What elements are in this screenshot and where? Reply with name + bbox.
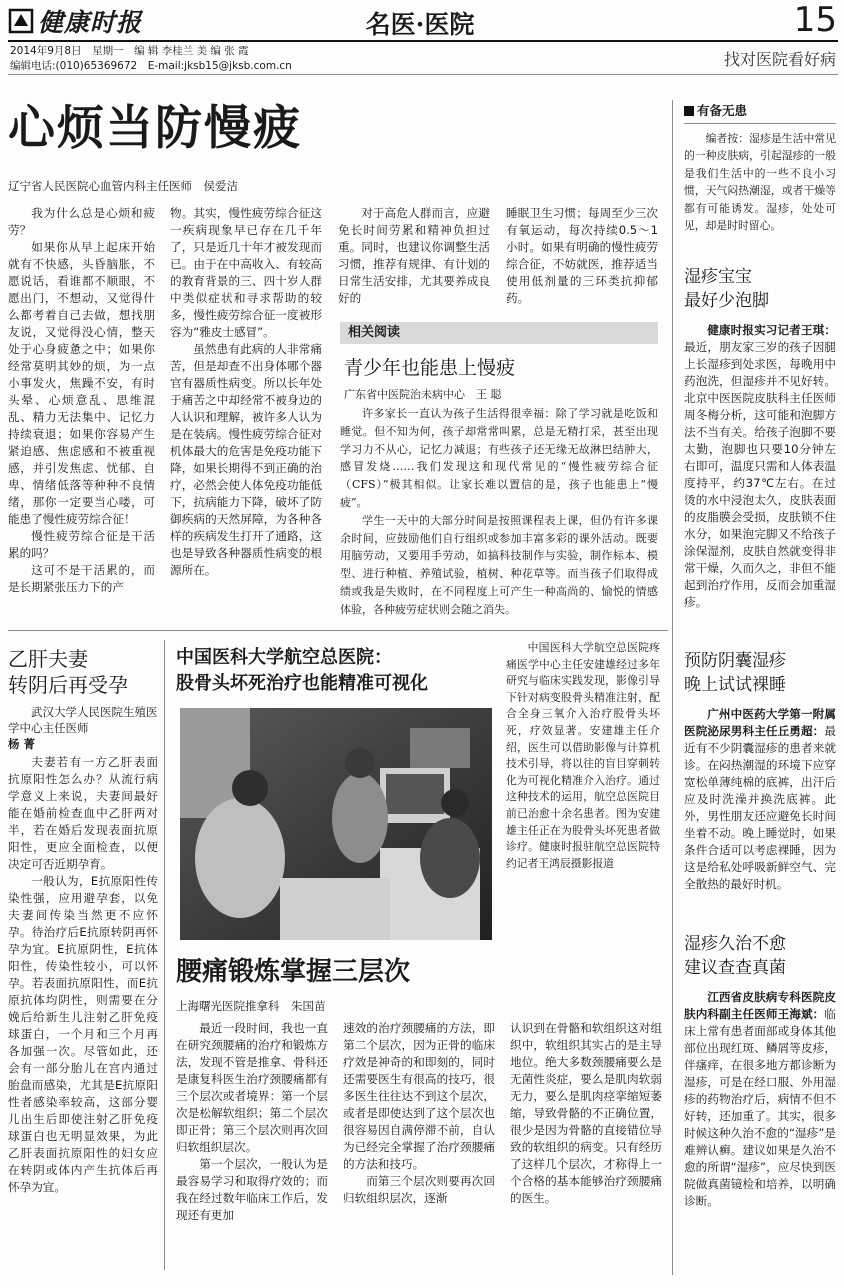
editor-note-text: 编者按：湿疹是生活中常见的一种皮肤病，引起湿疹的一般是我们生活中的一些不良小习惯，天气闷热潮湿，或者干燥等都有可能诱发。湿疹，处处可见，却是时时留心。 (684, 132, 836, 233)
hepatitis-title-1: 乙肝夫妻 (8, 647, 88, 671)
hospital-paragraph: 中国医科大学航空总医院疼痛医学中心主任安建雄经过多年研究与临床实践发现，影像引导下针对病变股骨头精准注射，配合全身三氧介入治疗股骨头坏死，疗效显著。安建雄主任介绍，医生可以借助影像与计算机技术引导，将以往的盲目穿刺转化为可视化精准介入治疗。通过这种技术的运用，航空总医院目前已治愈十余名患者。图为安建雄主任正在为股骨头坏死患者做诊疗。健康时报驻航空总医院特约记者王鸿辰摄影报道 (506, 641, 660, 870)
related-byline: 广东省中医院治未病中心 王 聪 (344, 388, 502, 401)
hepatitis-column-rule (164, 640, 165, 1270)
contact-line: 编辑电话:(010)65369672 E-mail:jksb15@jksb.com.cn (10, 60, 292, 72)
back-pain-paragraph: 认识到在骨骼和软组织这对组织中，软组织其实占的是主导地位。绝大多数颈腰痛要么是无菌性炎症，要么是肌肉软弱无力，要么是肌肉痉挛缩短萎缩，导致骨骼的不正确位置，很少是因为骨骼的直接错位导致的软组织的病变。只有经历了这样几个层次，才称得上一个合格的基本能够治疗颈腰痛的医生。 (510, 1021, 662, 1205)
back-pain-paragraph: 而第三个层次则要再次回归软组织层次，逐渐 (343, 1174, 495, 1205)
back-pain-paragraph: 第一个层次，一般认为是最容易学习和取得疗效的；而我在经过数年临床工作后，发现还有更加 (176, 1157, 328, 1222)
logo-emblem-icon (8, 8, 34, 34)
back-pain-paragraph: 最近一段时间，我也一直在研究颈腰痛的治疗和锻炼方法，发现不管是推拿、骨科还是康复科医生治疗颈腰痛都有三个层次或者境界：第一个层次是松解软组织；第二个层次即正骨；第三个层次则再次回归软组织层次。 (176, 1021, 328, 1154)
square-bullet-icon (684, 106, 694, 116)
main-column-1 (8, 205, 155, 615)
sidebar-header (684, 103, 747, 119)
hospital-title-1: 中国医科大学航空总医院： (176, 647, 392, 668)
hepatitis-body (8, 754, 158, 1279)
masthead-bottom-rule (8, 74, 838, 75)
main-paragraph: 这可不是干活累的，而是长期紧张压力下的产 (8, 563, 155, 594)
sidebar-item-2-title-1: 预防阴囊湿疹 (684, 651, 786, 671)
hospital-body (506, 640, 660, 940)
date-line: 2014年9月8日 星期一 编 辑 李桂兰 美 编 张 霞 (10, 45, 249, 57)
sidebar-header-rule (684, 123, 836, 124)
back-pain-column-1 (176, 1020, 328, 1275)
section-title: 名医·医院 (365, 10, 475, 39)
hepatitis-paragraph: 一般认为，E抗原阳性传染性强，应用避孕套，以免夫妻间传染当然更不应怀孕。待治疗后E抗原转阴再怀孕为宜。E抗原阴性，E抗体阳性，传染性较小，可以怀孕。若表面抗原阳性，而E抗原抗体均阴性，则需要在分娩后给新生儿注射乙肝免疫球蛋白，一个月和三个月再各加强一次。尽管如此，还会有一部分胎儿在宫内通过胎盘而感染，尤其是E抗原阳性者感染率较高，这部分婴儿出生后即使注射乙肝免疫球蛋白也无明显效果，为此乙肝表面抗原阳性的妇女应在转阴或体内产生抗体后再怀孕为宜。 (8, 874, 158, 1194)
hepatitis-byline-1: 武汉大学人民医院生殖医学中心主任医师 (8, 705, 158, 735)
main-paragraph: 睡眠卫生习惯；每周至少三次有氧运动，每次持续0.5～1小时。如果有明确的慢性疲劳综合征，不妨就医，推荐适当使用低剂量的三环类抗抑郁药。 (506, 206, 658, 305)
sidebar-item-1-title-1: 湿疹宝宝 (684, 267, 752, 287)
sidebar-divider (672, 100, 673, 1275)
main-paragraph: 我为什么总是心烦和疲劳？ (8, 206, 155, 237)
hospital-title-2: 股骨头坏死治疗也能精准可视化 (176, 673, 428, 694)
main-paragraph: 如果你从早上起床开始就有不快感，头昏脑胀，不愿说话，看谁都不顺眼，不愿出门，不想动，又觉得什么都考着自己去做，想找朋友说，又觉得没心情，整天处于心身疲惫之中；如果你经常莫明其妙的烦，为一点小事发火，焦躁不安，有时头晕、心烦意乱、思维混乱、精力无法集中、记忆力持续衰退；如果你容易产生紧迫感、焦虑感和不被重视感，并引发焦虑、忧郁、自卑、情绪低落等种种不良情绪，那你一定要当心喽，可能患了慢性疲劳综合征！ (8, 240, 155, 526)
sidebar-item-3-body-text: 临床上常有患者面部或身体其他部位出现红斑、鳞屑等皮疹，伴瘙痒，在很多地方都诊断为湿疹，可是在经口服、外用湿疹的药物治疗后，病情不但不好转，还加重了。其实，很多时候这种久治不愈的“湿疹”是难辨认癣。建议如果是久治不愈的所谓“湿疹”，应尽快到医院做真菌镜检和培养，以明确诊断。 (684, 1007, 836, 1208)
hospital-photo (180, 708, 492, 940)
back-pain-column-3 (510, 1020, 662, 1275)
main-paragraph: 慢性疲劳综合征是干活累的吗？ (8, 529, 155, 560)
masthead-rule (8, 40, 838, 42)
back-pain-paragraph: 速效的治疗颈腰痛的方法，即第二个层次，因为正骨的临床疗效是神奇的和即刻的，同时还需要医生有很高的技巧，很多医生往往达不到这个层次，或者是即使达到了这个层次也很容易因自满停滞不前，自认为已经完全掌握了治疗颈腰痛的方法和技巧。 (343, 1021, 495, 1171)
main-paragraph: 虽然患有此病的人非常痛苦，但是却查不出身体哪个器官有器质性病变。所以长年处于痛苦之中却经常不被身边的人认识和理解，被许多人认为是在装病。慢性疲劳综合征对机体最大的危害是免疫功能下降，如果长期得不到正确的治疗，必然会使人体免疫功能低下，抗病能力下降，破坏了防御疾病的天然屏障，为各种各样的疾病发生打开了通路，这也是导致各种器质性病变的根源所在。 (170, 342, 322, 577)
back-pain-title: 腰痛锻炼掌握三层次 (176, 957, 411, 987)
sidebar-item-1-lead: 健康时报实习记者王琪： (707, 323, 836, 337)
section-divider (8, 630, 668, 631)
sidebar-item-2-body-text: 最近有不少阴囊湿疹的患者来就诊。在闷热潮湿的环境下应穿宽松单薄纯棉的底裤，出汗后应及时洗澡并换洗底裤。此外，男性朋友还应避免长时间坐着不动。晚上睡觉时，如果条件合适可以考虑裸睡，因为这是给私处呼吸新鲜空气、完全散热的最好时机。 (684, 724, 836, 891)
sidebar-header-text: 有备无患 (697, 103, 748, 118)
main-paragraph: 物。其实，慢性疲劳综合征这一疾病现象早已存在几千年了，只是近几十年才被发现而已。由于在中高收入、有较高的教育背景的三、四十岁人群中类似症状和寻求帮助的较多，慢性疲劳综合征一度被形容为“雅皮士感冒”。 (170, 206, 322, 339)
related-body (340, 405, 658, 623)
related-paragraph: 学生一天中的大部分时间是按照课程表上课，但仍有许多课余时间，应鼓励他们自行组织或参加丰富多彩的课外活动。既要用脑劳动，又要用手劳动，如搞科技制作与实验，制作标本、模型、进行种植、养殖试验，植树、种花草等。而当孩子们取得成绩或我是失败时，在不同程度上可产生一种高尚的、愉悦的情感体验，各种疲劳症状则会随之消失。 (340, 513, 658, 616)
sidebar-item-1-text (684, 322, 836, 611)
sidebar-item-2-lead: 广州中医药大学第一附属医院泌尿男科主任丘勇超： (684, 707, 836, 738)
sidebar-item-1-body-text: 最近，朋友家三岁的孩子因腿上长湿疹到处求医，每晚用中药泡洗，但湿疹并不见好转。北京中医医院皮肤科主任医师周冬梅分析，这可能和泡脚方法不当有关。给孩子泡脚不要太勤，泡脚也只要10分钟左右即可，温度只需和人体表温度持平，约37℃左右。在过烫的水中浸泡太久，皮肤表面的皮脂膜会受损，皮肤锁不住水分，如果泡完脚又不给孩子涂保湿剂，皮肤自然就变得非常干燥，久而久之，非但不能起到治疗作用，反而会加重湿疹。 (684, 340, 836, 609)
hepatitis-byline-2: 杨 菁 (8, 737, 36, 751)
slogan: 找对医院看好病 (723, 50, 836, 69)
hepatitis-title-2: 转阴后再受孕 (8, 673, 128, 697)
sidebar-item-3-title-1: 湿疹久治不愈 (684, 934, 786, 954)
logo-text: 健康时报 (38, 8, 143, 37)
sidebar-item-2-text (684, 706, 836, 893)
main-paragraph: 对于高危人群而言，应避免长时间劳累和精神负担过重。同时，也建议你调整生活习惯，推荐有规律、有计划的日常生活安排，尤其要养成良好的 (338, 206, 490, 305)
main-column-4 (506, 205, 658, 315)
sidebar-item-3-text (684, 989, 836, 1210)
sidebar-item-1-body (684, 322, 836, 642)
sidebar-item-2-title-2: 晚上试试裸睡 (684, 675, 786, 695)
surgery-photo-image (180, 708, 492, 940)
related-label: 相关阅读 (348, 325, 401, 340)
sidebar-item-2-body (684, 706, 836, 924)
main-column-3 (338, 205, 490, 315)
newspaper-logo (8, 4, 178, 38)
main-byline: 辽宁省人民医院心血管内科主任医师 侯爱洁 (8, 179, 238, 193)
main-column-2 (170, 205, 322, 615)
sidebar-item-1-title-2: 最好少泡脚 (684, 291, 769, 311)
main-headline: 心烦当防慢疲 (8, 101, 302, 156)
back-pain-byline: 上海曙光医院推拿科 朱国苗 (176, 999, 326, 1013)
masthead (0, 0, 844, 76)
related-title: 青少年也能患上慢疲 (344, 357, 516, 379)
sidebar-item-3-lead: 江西省皮肤病专科医院皮肤内科副主任医师王海斌： (684, 990, 836, 1021)
related-paragraph: 许多家长一直认为孩子生活得很幸福：除了学习就是吃饭和睡觉。但不知为何，孩子却常常叫累，总是无精打采，甚至出现学习力不从心，记忆力减退；有些孩子还无缘无故淋巴结肿大，感冒发烧……我们发现这和现代常见的“慢性疲劳综合征（CFS）”极其相似。让家长难以置信的是，孩子也能患上“慢疲”。 (340, 407, 658, 509)
hepatitis-paragraph: 夫妻若有一方乙肝表面抗原阳性怎么办？从流行病学意义上来说，夫妻间最好能在婚前检查血中乙肝两对半，若在婚后发现表面抗原阳性，更应全面检查，以便决定可否近期孕育。 (8, 755, 158, 871)
back-pain-column-2 (343, 1020, 495, 1275)
sidebar-editor-note (684, 130, 836, 255)
page-number: 15 (793, 0, 837, 40)
sidebar-item-3-body (684, 989, 836, 1275)
sidebar-item-3-title-2: 建议查查真菌 (684, 958, 786, 978)
